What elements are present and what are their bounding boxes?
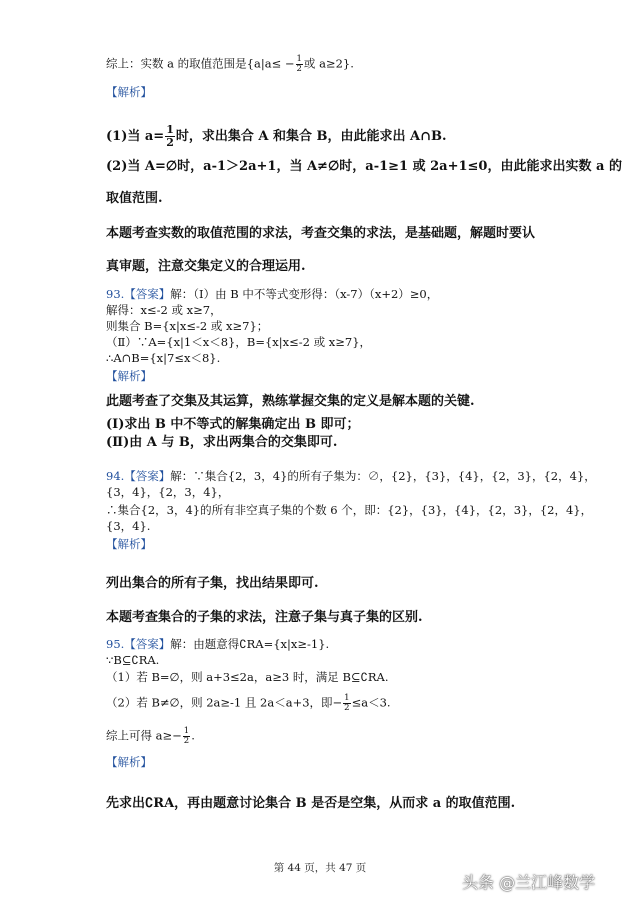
- question-number: 95.: [106, 637, 125, 651]
- analysis-paragraph: (2)当 A=∅时，a-1＞2a+1，当 A≠∅时，a-1≥1 或 2a+1≤0，由此能求出实数 a 的: [106, 159, 622, 174]
- q94-answer-line: 94.【答案】解：∵集合{2，3，4}的所有子集为：∅，{2}，{3}，{4}，{2，3}，{2，4}，: [106, 469, 596, 483]
- answer-tag: 【答案】: [124, 469, 171, 483]
- answer-tag: 【答案】: [124, 637, 171, 651]
- analysis-tag: 【解析】: [106, 537, 152, 551]
- analysis-tag: 【解析】: [106, 369, 152, 383]
- answer-line: 则集合 B={x|x≤-2 或 x≥7}；: [106, 319, 269, 333]
- watermark: 头条 @兰江峰数学: [462, 873, 596, 892]
- answer-line: ∵B⊆∁RA.: [106, 653, 160, 667]
- answer-line: {3，4}.: [106, 519, 151, 533]
- fraction: $\frac{1}{2}$: [166, 123, 174, 149]
- answer-line: （2）若 B≠∅，则 2a≥-1 且 2a＜a+3，即− $\frac{1}{2}$ ≤a＜3.: [106, 693, 391, 713]
- question-number: 94.: [106, 469, 125, 483]
- analysis-paragraph: (1)当 a= $\frac{1}{2}$ 时，求出集合 A 和集合 B，由此能求出 A∩B.: [106, 123, 447, 149]
- answer-line: 综上可得 a≥− $\frac{1}{2}$ .: [106, 726, 195, 746]
- analysis-paragraph: 此题考查了交集及其运算，熟练掌握交集的定义是解本题的关键.: [106, 394, 475, 409]
- analysis-paragraph: 先求出∁RA，再由题意讨论集合 B 是否是空集，从而求 a 的取值范围.: [106, 796, 516, 811]
- analysis-tag: 【解析】: [106, 755, 152, 769]
- fraction: $\frac{1}{2}$: [183, 726, 190, 746]
- analysis-tag: 【解析】: [106, 85, 152, 99]
- summary-text: 综上：实数 a 的取值范围是{a|a≤ −: [106, 56, 295, 71]
- answer-line: 解得：x≤-2 或 x≥7，: [106, 303, 222, 317]
- analysis-paragraph: 列出集合的所有子集，找出结果即可.: [106, 576, 319, 591]
- answer-tag: 【答案】: [124, 287, 171, 301]
- answer-line: （Ⅱ）∵A={x|1＜x＜8}，B={x|x≤-2 或 x≥7}，: [106, 335, 372, 349]
- analysis-paragraph: (Ⅱ)由 A 与 B，求出两集合的交集即可.: [106, 435, 338, 450]
- summary-line: [106, 55, 354, 74]
- answer-line: ∴A∩B={x|7≤x＜8}.: [106, 351, 221, 365]
- answer-line: （1）若 B=∅，则 a+3≤2a，a≥3 时，满足 B⊆∁RA.: [106, 670, 389, 684]
- analysis-paragraph: (Ⅰ)求出 B 中不等式的解集确定出 B 即可；: [106, 417, 360, 432]
- analysis-paragraph: 取值范围.: [106, 191, 163, 206]
- answer-line: ∴集合{2，3，4}的所有非空真子集的个数 6 个，即：{2}，{3}，{4}，{2，3}，{2，4}，: [106, 503, 593, 517]
- question-number: 93.: [106, 287, 125, 301]
- page-footer: 第 44 页，共 47 页: [273, 862, 367, 874]
- fraction: $\frac{1}{2}$: [344, 693, 350, 713]
- q95-answer-line: 95.【答案】解：由题意得∁RA={x|x≥-1}.: [106, 637, 330, 651]
- answer-line: {3，4}，{2，3，4}，: [106, 485, 230, 499]
- analysis-paragraph: 本题考查实数的取值范围的求法，考查交集的求法，是基础题，解题时要认: [106, 226, 536, 241]
- summary-text-after: 或 a≥2}.: [303, 56, 354, 71]
- q93-answer-line: 93.【答案】解：（Ⅰ）由 B 中不等式变形得：（x-7）（x+2）≥0，: [106, 287, 439, 301]
- analysis-paragraph: 真审题，注意交集定义的合理运用.: [106, 259, 306, 274]
- analysis-paragraph: 本题考查集合的子集的求法，注意子集与真子集的区别.: [106, 610, 423, 625]
- fraction: $\frac{1}{2}$: [296, 54, 302, 74]
